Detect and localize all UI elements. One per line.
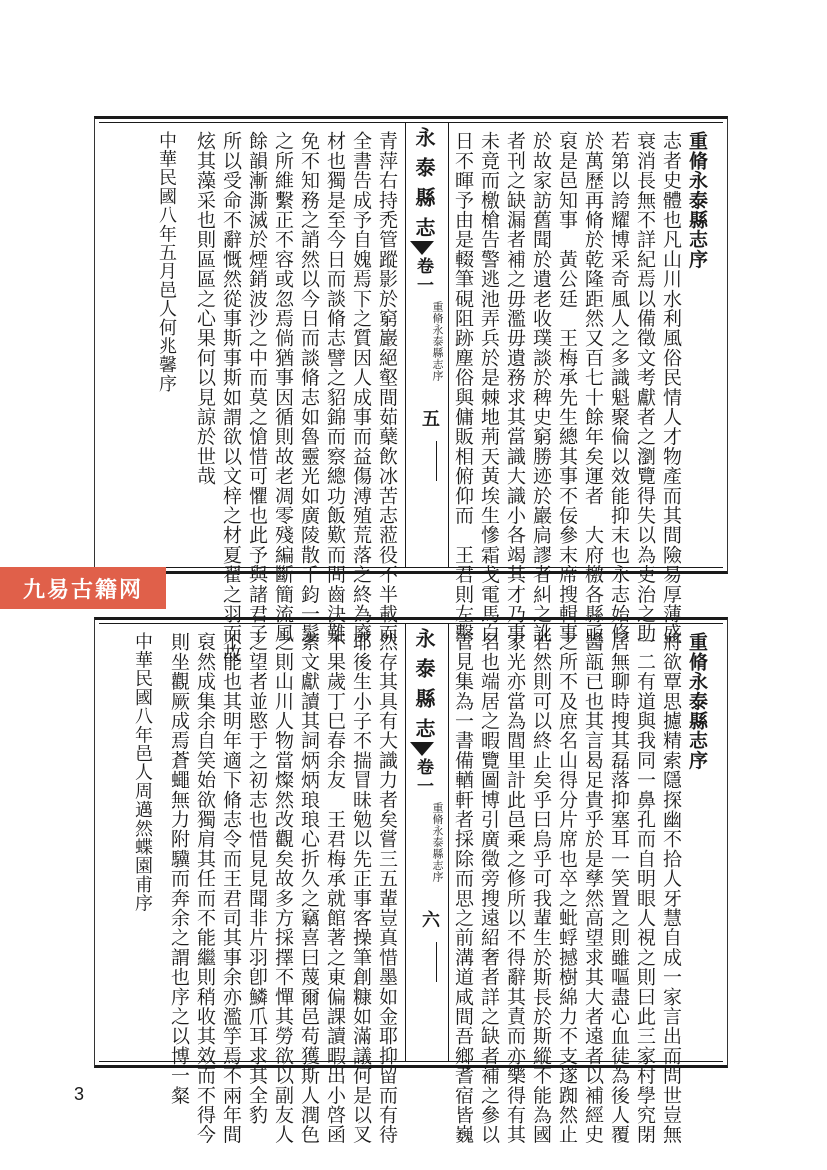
text-column: 名也端居之暇覽圖博引廣徵旁搜遠紹奢者詳之缺者補之參以 — [478, 632, 500, 1145]
text-column: 索文獻讀其詞炳炳琅琅心折久之竊喜曰蔑爾邑苟獲斯人潤色 — [298, 632, 320, 1145]
text-column: 材也獨是至今日而談脩志譬之貂錦而察總功飯歎而問齒決難 — [324, 131, 346, 644]
text-column: 裒是邑知事 黃公廷 王梅承先生總其事不佞參末席搜輯事 — [556, 131, 578, 644]
text-column: 之所維繫正不容或忽焉倘猶事因循則故老凋零殘編斷簡流風 — [272, 131, 294, 644]
banner-subtitle: 重脩永泰縣志序 — [431, 802, 444, 883]
preface-signature: 中華民國八年邑人周邁然蝶園甫序 — [132, 632, 153, 913]
text-column: 於萬歷再脩於乾隆距然又百七十餘年矣運者 大府檄各縣亟 — [582, 131, 604, 644]
text-column: 家光亦當為閭里計此邑乘之修所以不得辭其責而亦樂得有其 — [504, 632, 526, 1145]
text-column: 之則山川人物當燦然改觀矣故多方採擇不憚其勞欲以副友人 — [272, 632, 294, 1145]
banner-volume: 卷一 — [413, 758, 433, 796]
text-column: 之所不及庶名山得分片席也卒之蚍蜉撼樹綿力不支遂踟然止 — [556, 632, 578, 1145]
text-column: 於故家訪舊聞於遺老收璞談於稗史窮勝迹於巖扃謬者糾之訛 — [530, 131, 552, 644]
text-column: 未竟而檄槍告警逃池弄兵於是棘地荊天黃埃生慘霜戈電馬白 — [478, 131, 500, 644]
text-column: 衰消長無不詳紀焉以備徵文考獻者之瀏覽得失以為吏治之助 — [634, 131, 656, 644]
text-column: 則坐觀厥成焉蒼蠅無力附驥而奔余之謂也序之以博一粲 — [168, 632, 190, 1105]
text-column: 不能也其明年適下脩志令而王君司其事余亦濫竽焉不兩年間 — [220, 632, 242, 1145]
text-column: 不果歲丁巳春余友 王君梅承就館著之東偏課讀暇出小啓函 — [324, 632, 346, 1145]
text-column: 若第以誇耀博采奇風人之多識魁聚倫以效能抑末也永志始修 — [608, 131, 630, 644]
banner-rule — [436, 441, 437, 481]
text-column: 日不暉予由是輟筆硯阻跡塵俗與傭販相俯仰而 王君則左擊 — [452, 131, 474, 644]
text-column: 耶後生小子不揣冒昧勉以先正事客操筆創糠如滿議何是以叉 — [350, 632, 372, 1145]
center-banner — [405, 123, 449, 567]
text-column: 所以受命不辭慨然從事斯事斯如謂欲以文梓之材夏翟之羽而故 — [220, 131, 242, 663]
bottom-preface-title: 重脩永泰縣志序 — [686, 632, 708, 770]
banner-page-number: 五 — [419, 409, 440, 427]
text-column: 之望者並愍于之初志也惜見見聞非片羽卽鱗爪耳求其全豹 — [246, 632, 268, 1125]
text-column: 裒然成集余自笑始欲獨肩其任而不能繼則稍收其效而不得今 — [194, 632, 216, 1145]
banner-title: 永泰縣志 — [412, 127, 436, 247]
banner-title: 永泰縣志 — [412, 628, 436, 748]
text-column: 若然則可以終止矣乎曰烏乎可我輩生於斯長於斯縱不能為國 — [530, 632, 552, 1145]
top-page-inner-border — [99, 122, 723, 663]
text-column: 一二有道與我同一鼻孔而自明眼人視之則曰此三家村學究閉 — [634, 632, 656, 1145]
bottom-page-frame — [94, 617, 728, 1145]
top-page-frame — [94, 116, 728, 663]
banner-page-number: 六 — [419, 910, 440, 928]
text-column: 免不知務之誚然以今日而談脩志如魯靈光如廣陵散千鈞一髮 — [298, 131, 320, 644]
text-column: 將欲覃思攄精索隱探幽不拾人牙慧自成一家言出而問世豈無 — [660, 632, 682, 1145]
page-number: 3 — [74, 1084, 85, 1104]
center-banner — [405, 624, 449, 1061]
banner-subtitle: 重脩永泰縣志序 — [431, 301, 444, 382]
text-column: 青萍右持禿管蹤影於窮巖絕壑間茹蘖飲冰苦志蒞役不半載而 — [376, 131, 398, 644]
bottom-page-inner-border — [99, 623, 723, 1145]
text-column: 者刊之缺漏者補之毋濫毋遺務求其當識大識小各竭其才乃事 — [504, 131, 526, 644]
text-column: 志者史體也凡山川水利風俗民情人才物產而其間險易厚薄盛 — [660, 131, 682, 644]
top-preface-title: 重脩永泰縣志序 — [686, 131, 708, 269]
text-column: 餘韻漸澌滅於煙銷波沙之中而莫之愴惜可懼也此予與諸君子 — [246, 131, 268, 644]
text-column: 炫其藻采也則區區之心果何以見諒於世哉 — [194, 131, 216, 486]
text-column: 全書告成予自媿焉下之質因人成事而益傷溥殖荒落之終為廢 — [350, 131, 372, 644]
text-column: 醬瓿已也其言曷足貴乎於是孳然高望求其大者遠者以補經史 — [582, 632, 604, 1145]
text-column: 管見集為一書備輶軒者採除而思之前溝道咸間吾鄉耆宿皆巍 — [452, 632, 474, 1145]
preface-signature: 中華民國八年五月邑人何兆馨序 — [156, 131, 177, 393]
banner-volume: 卷一 — [413, 257, 433, 295]
watermark-logo: 九易古籍网 — [0, 567, 166, 609]
text-column: 居無聊時搜其磊落抑塞耳一笑置之則雖嘔盡心血徒為後人覆 — [608, 632, 630, 1145]
fish-tail-mark — [410, 241, 434, 255]
fish-tail-mark — [410, 742, 434, 756]
banner-rule — [436, 942, 437, 982]
text-column: 然存其具有大識力者矣嘗三五輩豈真惜墨如金耶抑留而有待 — [376, 632, 398, 1145]
